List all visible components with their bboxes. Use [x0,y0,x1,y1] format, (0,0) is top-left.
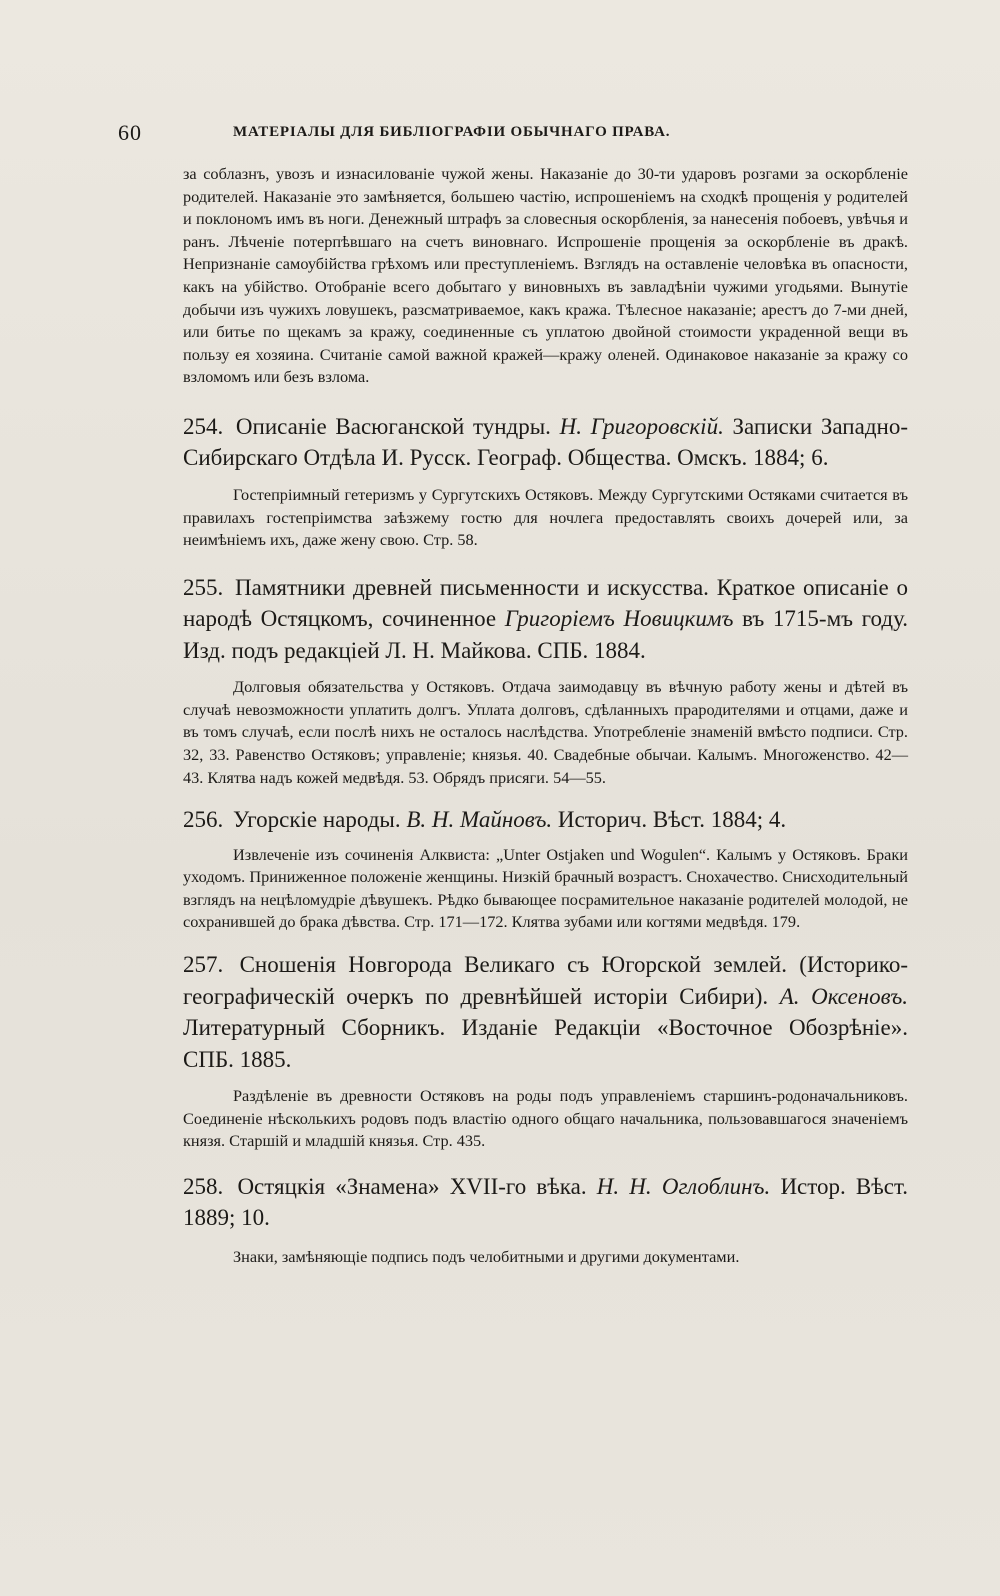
entry-258-title [183,1171,908,1234]
running-title: МАТЕРІАЛЫ ДЛЯ БИБЛІОГРАФІИ ОБЫЧНАГО ПРАВА. [233,124,671,140]
entry-254-title [183,411,908,474]
entry-254-source: Записки Западно-Сибирскаго Отдѣла И. Русск. Географ. Общества. Омскъ. 1884; 6. [183,413,908,471]
entry-258-source: Истор. Вѣст. 1889; 10. [183,1173,909,1231]
page-header [118,120,908,150]
page-number: 60 [118,120,142,145]
entry-254-number: 254. [183,413,224,439]
entry-258-author: Н. Н. Оглоблинъ. [596,1173,771,1199]
entry-257-source: Литературный Сборникъ. Изданіе Редакціи «Восточное Обозрѣніе». СПБ. 1885. [183,1015,908,1072]
entry-257-description: Раздѣленіе въ древности Остяковъ на роды подъ управленіемъ старшинъ-родоначальниковъ. Соединеніе нѣсколькихъ родовъ подъ властію одного общаго начальника, пользовавшагося значеніемъ князя. Старшій и младшій князья. Стр. 435. [183,1086,908,1151]
entry-254-title-text: Описаніе Васюганской тундры. [235,413,551,439]
intro-paragraph: за соблазнъ, увозъ и изнасилованіе чужой жены. Наказаніе до 30-ти ударовъ розгами за оскорбленіе родителей. Наказаніе это замѣняется, большею частію, испрошеніемъ на сходкѣ прощенія у родителей и поклономъ имъ въ ноги. Денежный штрафъ за словесныя оскорбленія, за нанесенія побоевъ, увѣчья и ранъ. Лѣченіе потерпѣвшаго на счетъ виновнаго. Испрошеніе прощенія за оскорбленіе въ дракѣ. Непризнаніе самоубійства грѣхомъ или преступленіемъ. Взглядъ на оставленіе человѣка въ опасности, какъ на убійство. Отобраніе всего добытаго у виновныхъ въ завладѣніи чужими угодьями. Вынутіе добычи изъ чужихъ ловушекъ, разсматриваемое, какъ кража. Тѣлесное наказаніе; арестъ до 7-ми дней, или битье по щекамъ за кражу, соединенные съ уплатою двойной стоимости украденной вещи въ пользу ея хозяина. Считаніе самой важной кражей—кражу оленей. Одинаковое наказаніе за кражу со взломомъ или безъ взлома. [183,164,908,387]
entry-256-source: Историч. Вѣст. 1884; 4. [557,807,787,833]
entry-258-number: 258. [183,1173,224,1199]
page-content [183,163,908,1268]
entry-255-number: 255. [183,574,224,600]
entry-255-author: Григоріемъ Новицкимъ [504,606,734,632]
entry-256-number: 256. [183,807,224,833]
entry-254-description: Гостепріимный гетеризмъ у Сургутскихъ Остяковъ. Между Сургутскими Остяками считается въ правилахъ гостепріимства заѣзжему гостю для ночлега предоставлять своихъ дочерей или, за неимѣніемъ ихъ, даже жену свою. Стр. 58. [183,484,908,550]
entry-257-author: А. Оксеновъ. [779,983,909,1009]
entry-257-number: 257. [183,952,224,978]
entry-257-title-text: Сношенія Новгорода Великаго съ Югорской землей. (Историко-географическій очеркъ по древнѣйшей исторіи Сибири). [183,952,908,1009]
entry-255-title [183,572,908,667]
entry-254-author: Н. Григоровскій. [559,413,724,439]
entry-256-description: Извлеченіе изъ сочиненія Алквиста: „Unter Ostjaken und Wogulen“. Калымъ у Остяковъ. Браки уходомъ. Приниженное положеніе женщины. Низкій брачный возрастъ. Снохачество. Снисходительный взглядъ на нецѣломудріе дѣвушекъ. Рѣдко бывающее посрамительное наказаніе родителей молодой, не сохранившей до брака дѣвства. Стр. 171—172. Клятва зубами или когтями медвѣдя. 179. [183,844,908,932]
entry-255-description: Долговыя обязательства у Остяковъ. Отдача заимодавцу въ вѣчную работу жены и дѣтей въ случаѣ невозможности уплатить долгъ. Уплата долговъ, сдѣланныхъ прародителями и отцами, даже и въ томъ случаѣ, если послѣ нихъ не осталось наслѣдства. Употребленіе знаменій вмѣсто подписи. Стр. 32, 33. Равенство Остяковъ; управленіе; князья. 40. Свадебные обычаи. Калымъ. Многоженство. 42—43. Клятва надъ кожей медвѣдя. 53. Обрядъ присяги. 54—55. [183,677,908,787]
entry-256-title-text: Угорскіе народы. [233,807,401,833]
entry-258-description: Знаки, замѣняющіе подпись подъ челобитными и другими документами. [233,1246,740,1266]
entry-257-title [183,949,908,1075]
entry-255-source: въ 1715-мъ году. Изд. подъ редакціей Л. Н. Майкова. СПБ. 1884. [183,606,909,663]
entry-255-title-text: Памятники древней письменности и искусства. Краткое описаніе о народѣ Остяцкомъ, сочиненное [183,574,909,632]
entry-256-author: В. Н. Майновъ. [406,807,553,833]
entry-258-title-text: Остяцкія «Знамена» XVII-го вѣка. [237,1173,587,1199]
entry-256-title [183,804,908,836]
